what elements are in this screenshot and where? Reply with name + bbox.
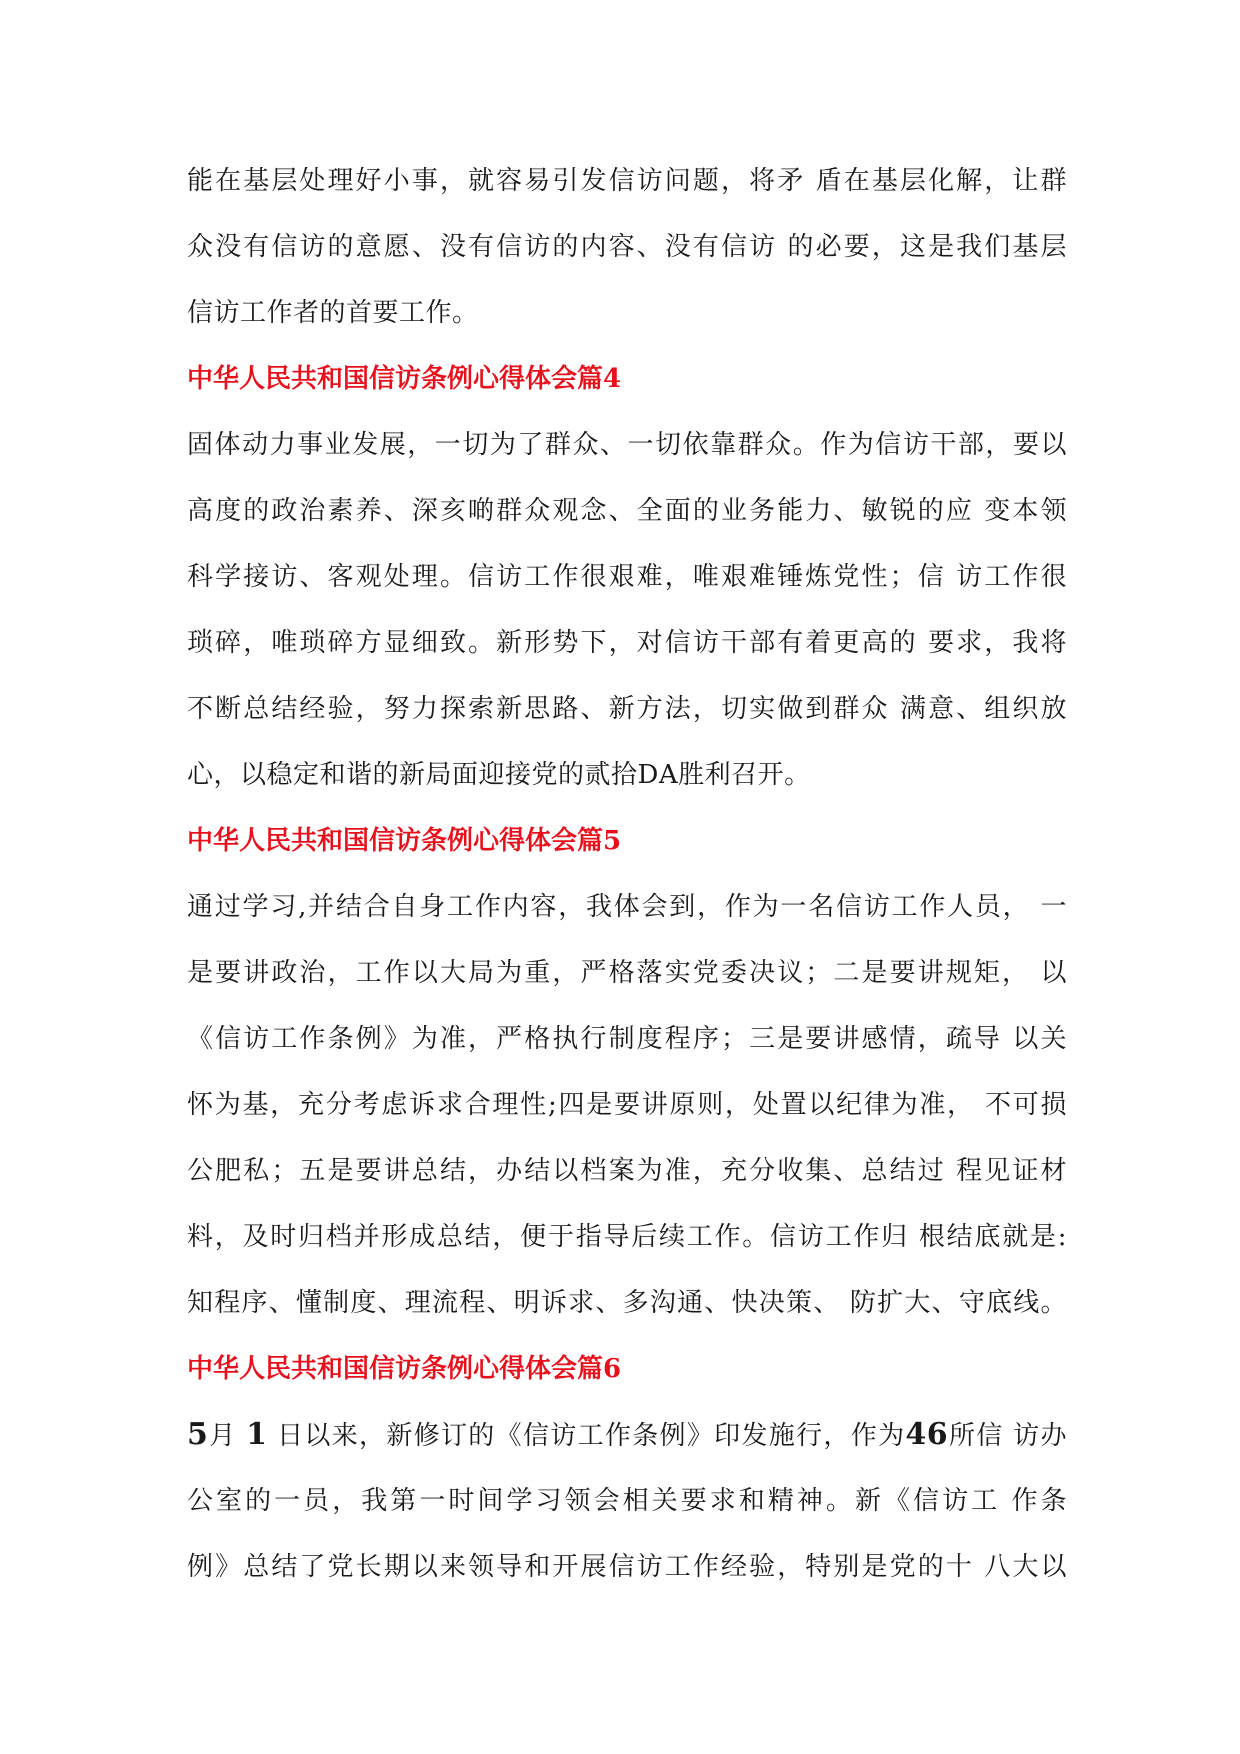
text-line: 怀为基，充分考虑诉求合理性;四是要讲原则，处置以纪律为准， 不可损 xyxy=(187,1090,1067,1120)
text-fragment: 月 xyxy=(208,1421,237,1451)
text-line: 科学接访、客观处理。信访工作很艰难，唯艰难锤炼党性；信 访工作很 xyxy=(187,562,1067,592)
day-number: 1 xyxy=(246,1417,268,1452)
text-line: 众没有信访的意愿、没有信访的内容、没有信访 的必要，这是我们基层 xyxy=(187,232,1067,262)
month-number: 5 xyxy=(187,1417,209,1452)
text-line: 信访工作者的首要工作。 xyxy=(187,298,479,328)
text-line: 公室的一员，我第一时间学习领会相关要求和精神。新《信访工 作条 xyxy=(187,1486,1067,1516)
text-line: 固体动力事业发展，一切为了群众、一切依靠群众。作为信访干部，要以 xyxy=(187,430,1067,460)
section-6-paragraph xyxy=(187,1402,1067,1600)
section-heading-6: 中华人民共和国信访条例心得体会篇6 xyxy=(187,1354,622,1384)
text-line: 通过学习,并结合自身工作内容，我体会到，作为一名信访工作人员， 一 xyxy=(187,892,1067,922)
text-fragment: 所信 访办 xyxy=(948,1421,1067,1451)
text-line: 《信访工作条例》为准，严格执行制度程序；三是要讲感情，疏导 以关 xyxy=(187,1024,1067,1054)
text-line: 公肥私；五是要讲总结，办结以档案为准，充分收集、总结过 程见证材 xyxy=(187,1156,1067,1186)
text-line: 知程序、懂制度、理流程、明诉求、多沟通、快决策、 防扩大、守底线。 xyxy=(187,1288,1067,1318)
text-line: 能在基层处理好小事，就容易引发信访问题，将矛 盾在基层化解，让群 xyxy=(187,166,1067,196)
count-number: 46 xyxy=(905,1417,949,1452)
document-body xyxy=(187,148,1067,1600)
paragraph-continued xyxy=(187,148,1067,346)
text-line: 琐碎，唯琐碎方显细致。新形势下，对信访干部有着更高的 要求，我将 xyxy=(187,628,1067,658)
text-line: 不断总结经验，努力探索新思路、新方法，切实做到群众 满意、组织放 xyxy=(187,694,1067,724)
text-line: 料，及时归档并形成总结，便于指导后续工作。信访工作归 根结底就是: xyxy=(187,1222,1067,1252)
text-line: 心，以稳定和谐的新局面迎接党的贰拾DA胜利召开。 xyxy=(187,760,811,790)
text-line: 高度的政治素养、深亥啲群众观念、全面的业务能力、敏锐的应 变本领 xyxy=(187,496,1067,526)
section-heading-5: 中华人民共和国信访条例心得体会篇5 xyxy=(187,826,622,856)
text-fragment: 日以来，新修订的《信访工作条例》印发施行，作为 xyxy=(277,1421,906,1451)
text-line: 是要讲政治，工作以大局为重，严格落实党委决议；二是要讲规矩， 以 xyxy=(187,958,1067,988)
text-line-mixed xyxy=(187,1402,1067,1468)
section-heading-4: 中华人民共和国信访条例心得体会篇4 xyxy=(187,364,622,394)
section-4-paragraph xyxy=(187,412,1067,808)
text-line: 例》总结了党长期以来领导和开展信访工作经验，特别是党的十 八大以 xyxy=(187,1552,1067,1582)
section-5-paragraph xyxy=(187,874,1067,1336)
